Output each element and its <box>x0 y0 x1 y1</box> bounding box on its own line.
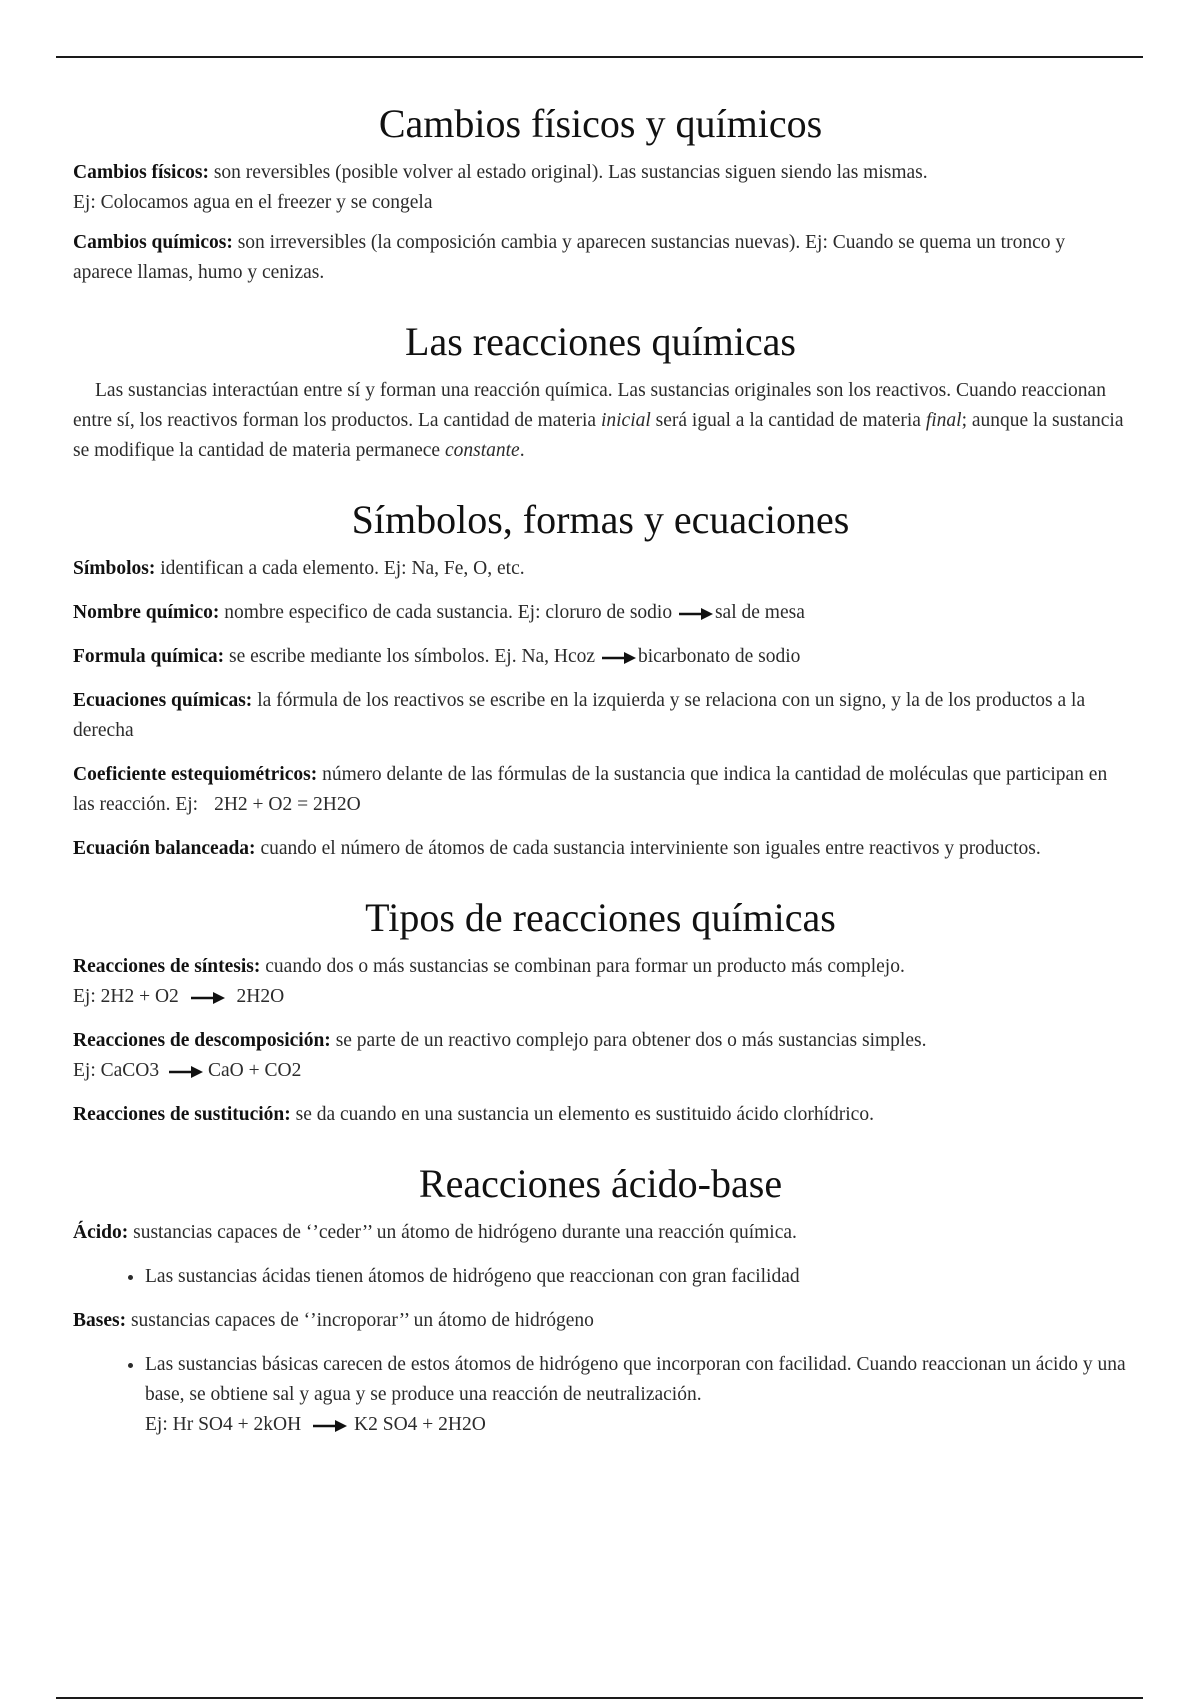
paragraph-simbolos <box>73 554 1128 584</box>
paragraph-ecuaciones <box>73 686 1128 746</box>
example: Ej: Colocamos agua en el freezer y se congela <box>73 192 433 213</box>
list-item <box>145 1350 1128 1440</box>
paragraph-nombre <box>73 598 1128 628</box>
text: . <box>519 440 525 461</box>
arrow-right-icon <box>308 1419 352 1433</box>
section-title: Cambios físicos y químicos <box>378 101 823 146</box>
paragraph-sintesis <box>73 952 1128 1012</box>
term: Cambios físicos: <box>73 162 209 183</box>
text: son irreversibles (la composición cambia y aparecen sustancias nuevas). Ej: Cuando se quema un tronco y aparece llamas, humo y cenizas. <box>73 232 1066 283</box>
text: se parte de un reactivo complejo para obtener dos o más sustancias simples. <box>330 1030 927 1051</box>
bottom-rule <box>56 1697 1143 1699</box>
paragraph-coeficiente <box>73 760 1128 820</box>
section-cambios <box>73 100 1128 288</box>
equation: 2H2O <box>236 986 285 1007</box>
equation: K2 SO4 + 2H2O <box>354 1414 486 1435</box>
text: Las sustancias interactúan entre sí y forman una reacción química. Las sustancias originales son los reactivos. Cuando reaccionan entre sí, los reactivos forman los productos. La cantidad de materia <box>73 380 1106 431</box>
document-body <box>73 100 1128 1470</box>
term: Cambios químicos: <box>73 232 233 253</box>
paragraph-sustitucion <box>73 1100 1128 1130</box>
term: Reacciones de sustitución: <box>73 1104 291 1125</box>
text: sustancias capaces de ‘’incroporar’’ un átomo de hidrógeno <box>126 1310 594 1331</box>
bullet-list <box>73 1350 1128 1440</box>
arrow-right-icon <box>602 651 636 665</box>
section-tipos <box>73 894 1128 1130</box>
text: ; aunque la sustancia se modifique la cantidad de materia permanece <box>73 410 1124 461</box>
section-title: Las reacciones químicas <box>405 319 796 364</box>
bullet-list <box>73 1262 1128 1292</box>
term: Ácido: <box>73 1222 129 1243</box>
text: se da cuando en una sustancia un elemento es sustituido ácido clorhídrico. <box>290 1104 874 1125</box>
top-rule <box>56 56 1143 58</box>
section-acido-base <box>73 1160 1128 1440</box>
paragraph-reacciones <box>73 376 1128 466</box>
arrow-right-icon <box>166 1065 206 1079</box>
list-item: • Las sustancias ácidas tienen átomos de hidrógeno que reaccionan con gran facilidad <box>145 1262 1128 1292</box>
term: Símbolos: <box>73 558 156 579</box>
text: nombre especifico de cada sustancia. Ej: cloruro de sodio <box>219 602 677 623</box>
paragraph-bases <box>73 1306 1128 1336</box>
section-reacciones <box>73 318 1128 466</box>
term: Ecuaciones químicas: <box>73 690 253 711</box>
equation: CaO + CO2 <box>208 1060 302 1081</box>
text: sustancias capaces de ‘’ceder’’ un átomo de hidrógeno durante una reacción química. <box>128 1222 797 1243</box>
italic-text: final <box>925 410 962 431</box>
text: cuando dos o más sustancias se combinan para formar un producto más complejo. <box>260 956 905 977</box>
section-title: Símbolos, formas y ecuaciones <box>351 497 850 542</box>
section-title: Tipos de reacciones químicas <box>365 895 836 940</box>
text: cuando el número de átomos de cada sustancia interviniente son iguales entre reactivos y productos. <box>255 838 1041 859</box>
italic-text: constante <box>444 440 520 461</box>
term: Reacciones de descomposición: <box>73 1030 331 1051</box>
paragraph-descomposicion <box>73 1026 1128 1086</box>
equation: 2H2 + O2 = 2H2O <box>214 794 361 815</box>
section-title: Reacciones ácido-base <box>418 1161 783 1206</box>
equation: Ej: Hr SO4 + 2kOH <box>145 1414 302 1435</box>
paragraph-cambios-quimicos <box>73 228 1128 288</box>
text: son reversibles (posible volver al estado original). Las sustancias siguen siendo las mismas. <box>208 162 928 183</box>
italic-text: inicial <box>600 410 651 431</box>
arrow-right-icon <box>186 991 230 1005</box>
paragraph-balanceada <box>73 834 1128 864</box>
term: Coeficiente estequiométricos: <box>73 764 318 785</box>
term: Bases: <box>73 1310 127 1331</box>
text: la fórmula de los reactivos se escribe en la izquierda y se relaciona con un signo, y la de los productos a la derecha <box>73 690 1086 741</box>
paragraph-formula <box>73 642 1128 672</box>
text: número delante de las fórmulas de la sustancia que indica la cantidad de moléculas que participan en las reacción. Ej: <box>73 764 1108 815</box>
term: Formula química: <box>73 646 225 667</box>
paragraph-cambios-fisicos <box>73 158 1128 218</box>
text: Las sustancias básicas carecen de estos átomos de hidrógeno que incorporan con facilidad. Cuando reaccionan un ácido y una base, se obtiene sal y agua y se produce una reacción de neutralización. <box>145 1354 1126 1405</box>
term: Reacciones de síntesis: <box>73 956 261 977</box>
term: Nombre químico: <box>73 602 220 623</box>
text: se escribe mediante los símbolos. Ej. Na, Hcoz <box>224 646 600 667</box>
text: será igual a la cantidad de materia <box>650 410 926 431</box>
equation: Ej: 2H2 + O2 <box>73 986 179 1007</box>
text: bicarbonato de sodio <box>637 646 801 667</box>
equation: Ej: CaCO3 <box>73 1060 160 1081</box>
section-simbolos <box>73 496 1128 864</box>
arrow-right-icon <box>679 607 713 621</box>
term: Ecuación balanceada: <box>73 838 256 859</box>
paragraph-acido <box>73 1218 1128 1248</box>
text: sal de mesa <box>714 602 805 623</box>
text: identifican a cada elemento. Ej: Na, Fe, O, etc. <box>155 558 525 579</box>
